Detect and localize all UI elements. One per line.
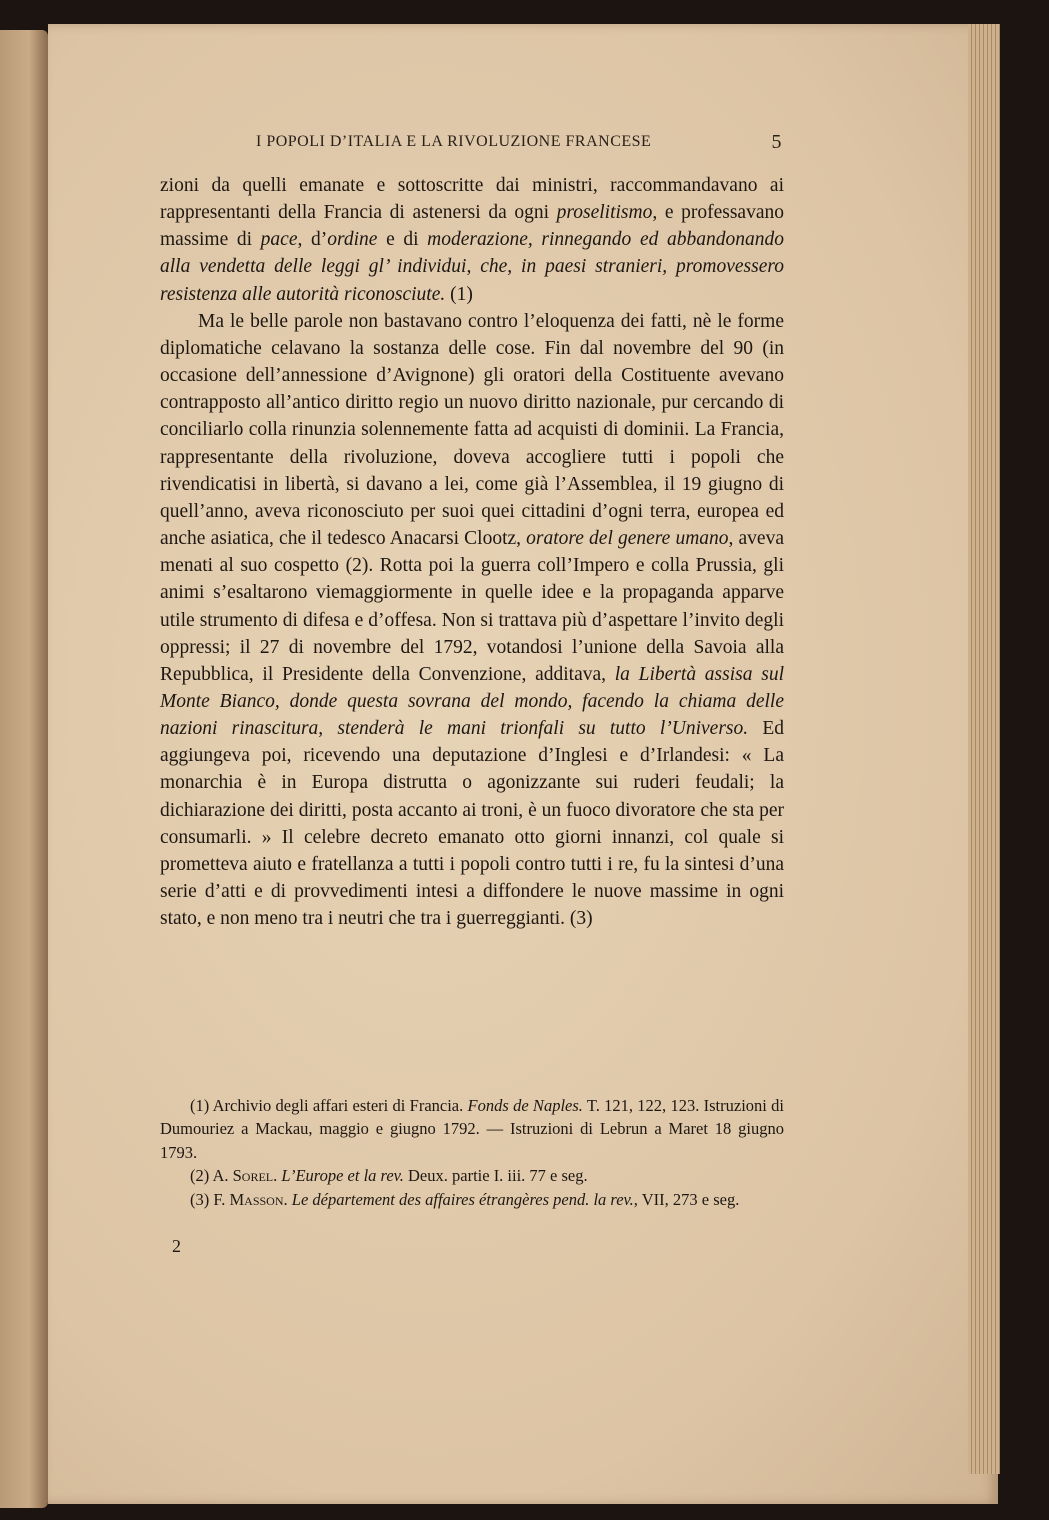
italic-run: proselitismo xyxy=(556,202,653,224)
italic-run: pace xyxy=(260,229,298,251)
text-run: e di xyxy=(377,229,428,251)
footnote-2 xyxy=(160,1164,784,1187)
running-title: I POPOLI D’ITALIA E LA RIVOLUZIONE FRANCESE xyxy=(256,133,652,150)
text-run: Ma le belle parole non bastavano contro l’eloquenza dei fatti, nè le forme diplomatiche celavano la sostanza delle cose. Fin dal novembre del 90 (in occasione dell’annessione d’Avignone) gli oratori della Costituente avevano contrapposto all’antico diritto regio un nuovo diritto nazionale, pur cercando di conciliarlo colla rinunzia solennemente fatta ad acquisti di dominii. La Francia, rappresentante della rivoluzione, doveva accogliere tutti i popoli che rivendicatisi in libertà, si davano a lei, come già l’Assemblea, il 19 giugno di quell’anno, aveva riconosciuto per suoi quei cittadini d’ogni terra, europea ed anche asiatica, che il tedesco Anacarsi Clootz, xyxy=(160,310,784,550)
italic-run: L’Europe et la rev. xyxy=(281,1166,404,1186)
italic-run: ordine xyxy=(327,229,378,251)
text-run: . xyxy=(283,1189,292,1209)
page-number: 5 xyxy=(771,131,782,153)
text-run: (2) A. xyxy=(190,1166,233,1186)
running-header xyxy=(256,133,782,155)
italic-run: oratore del genere umano xyxy=(526,528,729,550)
text-run: Ed aggiungeva poi, ricevendo una deputazione d’Inglesi e d’Irlandesi: « La monarchia è in Europa distrutta o agonizzante sui ruderi feudali; la dichiarazione dei diritti, posta accanto ai troni, è un fuoco divoratore che sta per consumarli. » Il celebre decreto emanato otto giorni innanzi, col quale si prometteva aiuto e fratellanza a tutti i popoli contro tutti i re, fu la sintesi d’una serie d’atti e di provvedimenti intesi a diffondere le nuove massime in ogni stato, e non meno tra i neutri che tra i guerreggianti. (3) xyxy=(160,718,784,930)
body-text xyxy=(160,172,784,932)
footnotes xyxy=(160,1094,784,1211)
italic-run: Le département des affaires étrangères pend. la rev. xyxy=(291,1189,634,1209)
text-run: (1) Archivio degli affari esteri di Francia. xyxy=(190,1096,468,1115)
text-run: (3) F. xyxy=(190,1189,230,1209)
footnote-3 xyxy=(160,1188,784,1211)
paragraph-2 xyxy=(160,308,784,933)
italic-run: moderazione, rinnegando ed abbandonando alla vendetta delle leggi gl’ individui, che, in paesi stranieri, promovessero resistenza alle autorità riconosciute. xyxy=(160,229,784,305)
author-name: Sorel xyxy=(232,1166,274,1186)
facing-page-edge xyxy=(0,30,48,1508)
footnote-1 xyxy=(160,1094,784,1164)
text-run: zioni da quelli emanate e sottoscritte dai ministri, raccommandavano ai rappresentanti della Francia di astenersi da ogni xyxy=(160,175,784,224)
page-stack-edge xyxy=(968,24,1000,1474)
signature-mark: 2 xyxy=(172,1236,181,1256)
italic-run: la Libertà assisa sul Monte Bianco, donde questa sovrana del mondo, facendo la chiama delle nazioni rinascitura, stenderà le mani trionfali su tutto l’Universo. xyxy=(160,663,784,740)
author-name: Masson xyxy=(229,1189,284,1209)
text-run: (1) xyxy=(445,283,473,305)
text-run: . xyxy=(273,1166,282,1186)
text-run: , aveva menati al suo cospetto (2). Rotta poi la guerra coll’Impero e colla Prussia, gli animi s’esaltarono viemaggiormente in quelle idee e la propaganda apparve utile strumento di difesa e d’offesa. Non si trattava più d’aspettare l’invito degli oppressi; il 27 di novembre del 1792, votandosi l’unione della Savoia alla Repubblica, il Presidente della Convenzione, additava, xyxy=(160,528,784,685)
text-run: Deux. partie I. iii. 77 e seg. xyxy=(403,1166,588,1186)
text-run: T. 121, 122, 123. Istruzioni di Dumouriez a Mackau, maggio e giugno 1792. — Istruzioni di Lebrun a Maret 18 giugno 1793. xyxy=(160,1096,784,1162)
text-run: , d’ xyxy=(297,229,328,251)
text-run: , e professavano massime di xyxy=(160,202,784,251)
paragraph-1 xyxy=(160,172,784,308)
text-run: , VII, 273 e seg. xyxy=(633,1189,740,1209)
italic-run: Fonds de Naples. xyxy=(467,1096,583,1115)
